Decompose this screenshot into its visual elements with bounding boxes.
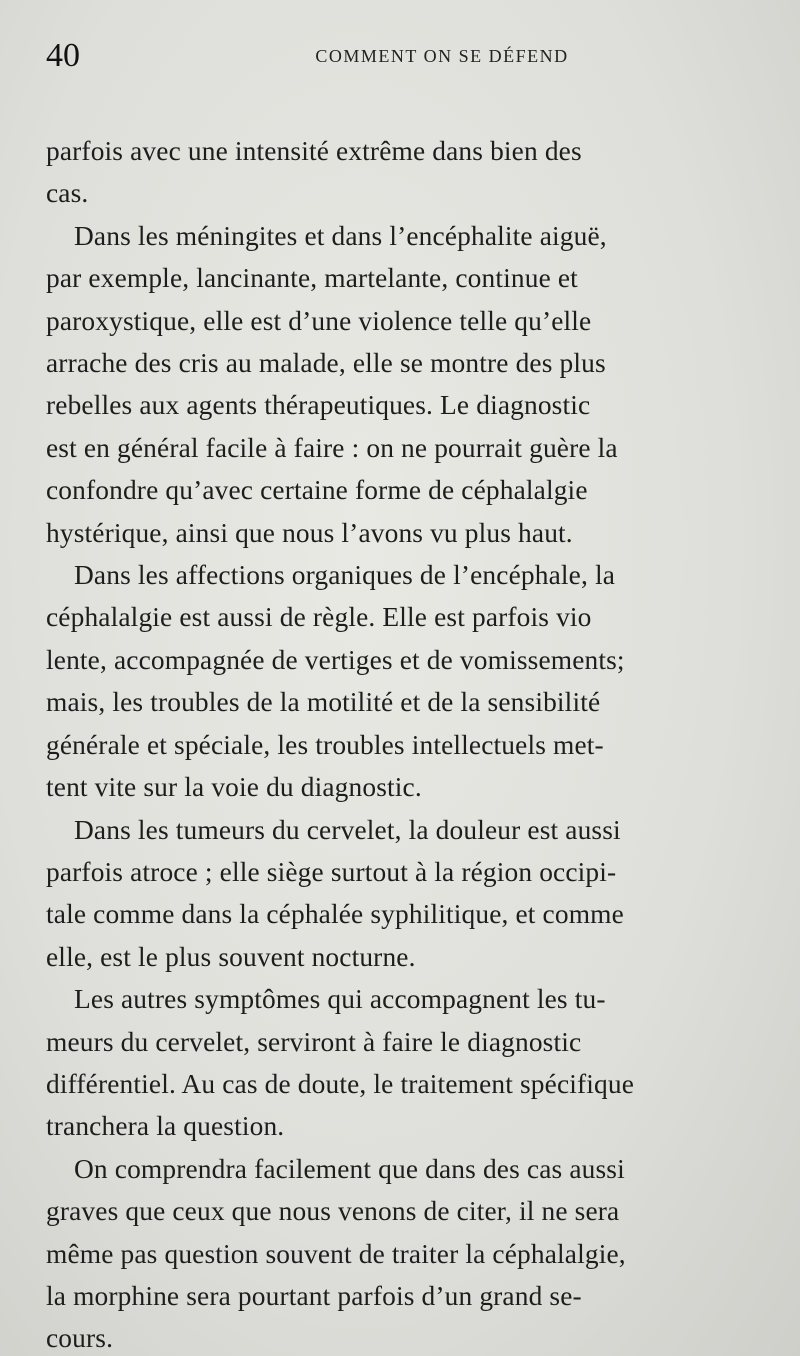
paragraph-3 bbox=[46, 554, 758, 808]
paragraph-6-text: On comprendra facilement que dans des cas aussi graves que ceux que nous venons de citer, il ne sera même pas question souvent de traiter la céphalalgie, la morphine sera pourtant parfois d’un grand se- cours. bbox=[46, 1153, 626, 1354]
paragraph-3-text: Dans les affections organiques de l’encéphale, la céphalalgie est aussi de règle. Elle est parfois vio lente, accompagnée de vertiges et de vomissements; mais, les troubles de la motilité et de la sensibilité générale et spéciale, les troubles intellectuels met- tent vite sur la voie du diagnostic. bbox=[46, 560, 625, 803]
paragraph-2 bbox=[46, 215, 758, 554]
paragraph-1 bbox=[46, 130, 758, 215]
paragraph-2-text: Dans les méningites et dans l’encéphalite aiguë, par exemple, lancinante, martelante, continue et paroxystique, elle est d’une violence telle qu’elle arrache des cris au malade, elle se montre des plus rebelles aux agents thérapeutiques. Le diagnostic est en général facile à faire : on ne pourrait guère la confondre qu’avec certaine forme de céphalalgie hystérique, ainsi que nous l’avons vu plus haut. bbox=[46, 220, 618, 548]
running-title: COMMENT ON SE DÉFEND bbox=[315, 46, 569, 66]
paragraph-1-text: parfois avec une intensité extrême dans bien des cas. bbox=[46, 136, 582, 209]
paragraph-5-text: Les autres symptômes qui accompagnent les tu- meurs du cervelet, serviront à faire le diagnostic différentiel. Au cas de doute, le traitement spécifique tranchera la question. bbox=[46, 984, 635, 1142]
paragraph-4-text: Dans les tumeurs du cervelet, la douleur est aussi parfois atroce ; elle siège surtout à la région occipi- tale comme dans la céphalée syphilitique, et comme elle, est le plus souvent nocturne. bbox=[46, 814, 624, 972]
page-number: 40 bbox=[46, 37, 80, 74]
paragraph-6 bbox=[46, 1148, 758, 1356]
paragraph-4 bbox=[46, 809, 758, 979]
body-text bbox=[46, 130, 758, 1356]
paragraph-5 bbox=[46, 978, 758, 1148]
page-header bbox=[46, 34, 758, 78]
